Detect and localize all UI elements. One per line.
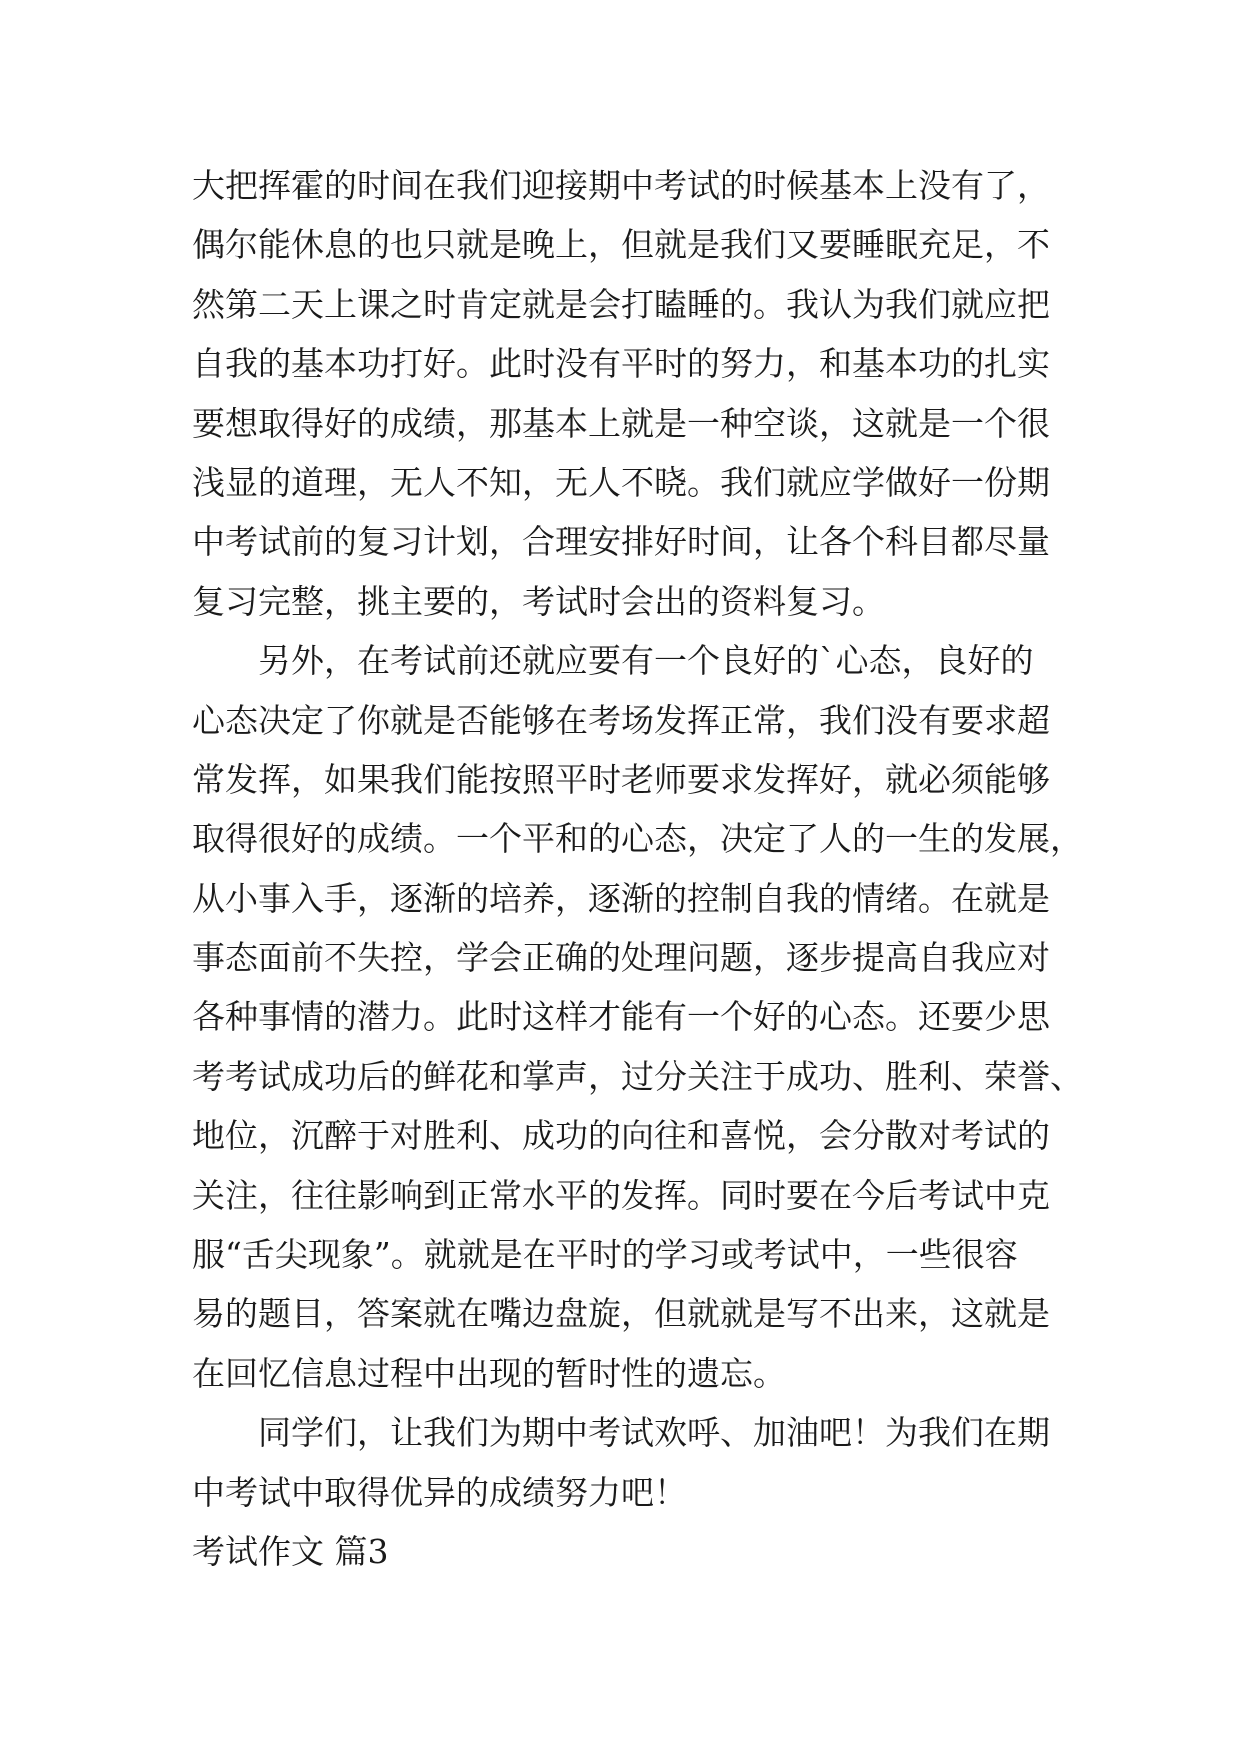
section-heading: 考试作文 篇3 bbox=[192, 1531, 389, 1571]
text-line-21: 在回忆信息过程中出现的暂时性的遗忘。 bbox=[192, 1353, 786, 1393]
text-line-5: 要想取得好的成绩，那基本上就是一种空谈，这就是一个很 bbox=[192, 403, 1050, 443]
text-line-22: 同学们，让我们为期中考试欢呼、加油吧！为我们在期 bbox=[192, 1413, 1050, 1453]
document-body bbox=[192, 156, 1083, 1581]
text-line-10: 心态决定了你就是否能够在考场发挥正常，我们没有要求超 bbox=[192, 700, 1050, 740]
text-line-17: 地位，沉醉于对胜利、成功的向往和喜悦，会分散对考试的 bbox=[192, 1116, 1050, 1156]
text-line-8: 复习完整，挑主要的，考试时会出的资料复习。 bbox=[192, 581, 885, 621]
text-line-3: 然第二天上课之时肯定就是会打瞌睡的。我认为我们就应把 bbox=[192, 284, 1050, 324]
text-line-18: 关注，往往影响到正常水平的发挥。同时要在今后考试中克 bbox=[192, 1175, 1050, 1215]
text-line-1: 大把挥霍的时间在我们迎接期中考试的时候基本上没有了， bbox=[192, 166, 1050, 205]
text-line-6: 浅显的道理，无人不知，无人不晓。我们就应学做好一份期 bbox=[192, 462, 1050, 502]
text-line-16: 考考试成功后的鲜花和掌声，过分关注于成功、胜利、荣誉、 bbox=[192, 1056, 1083, 1096]
text-line-14: 事态面前不失控，学会正确的处理问题，逐步提高自我应对 bbox=[192, 938, 1050, 978]
text-line-11: 常发挥，如果我们能按照平时老师要求发挥好，就必须能够 bbox=[192, 759, 1050, 799]
text-line-4: 自我的基本功打好。此时没有平时的努力，和基本功的扎实 bbox=[192, 344, 1050, 384]
text-line-23: 中考试中取得优异的成绩努力吧！ bbox=[192, 1472, 687, 1512]
text-line-13: 从小事入手，逐渐的培养，逐渐的控制自我的情绪。在就是 bbox=[192, 878, 1050, 918]
text-line-7: 中考试前的复习计划，合理安排好时间，让各个科目都尽量 bbox=[192, 522, 1050, 562]
text-line-12: 取得很好的成绩。一个平和的心态，决定了人的一生的发展， bbox=[192, 819, 1083, 859]
text-line-19: 服“舌尖现象”。就就是在平时的学习或考试中，一些很容 bbox=[192, 1235, 1018, 1275]
text-line-9: 另外，在考试前还就应要有一个良好的`心态，良好的 bbox=[192, 641, 1034, 681]
text-line-2: 偶尔能休息的也只就是晚上，但就是我们又要睡眠充足，不 bbox=[192, 225, 1050, 265]
text-line-15: 各种事情的潜力。此时这样才能有一个好的心态。还要少思 bbox=[192, 997, 1050, 1037]
text-line-20: 易的题目，答案就在嘴边盘旋，但就就是写不出来，这就是 bbox=[192, 1294, 1050, 1334]
